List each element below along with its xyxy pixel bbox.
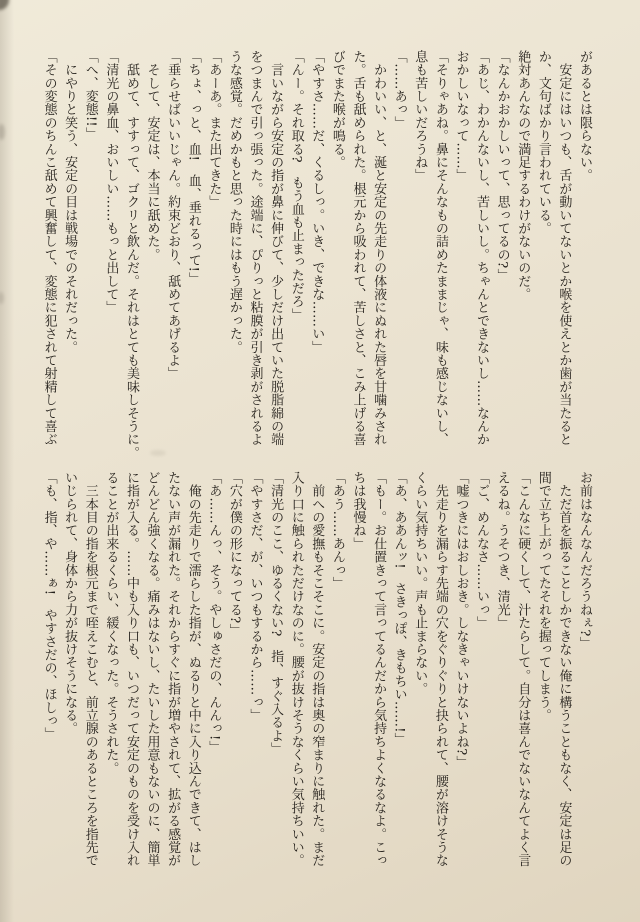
- text-line: か、文句ばかり言われている。: [535, 50, 551, 235]
- text-line: 絶対あんなので満足するわけがないのだ。: [515, 50, 531, 301]
- text-line: 先走りを漏らす先端の穴をぐりぐりと抉られて、腰が溶けそうな: [432, 471, 448, 867]
- text-line: かわいい、と、涎と安定の先走りの体液にぬれた唇を甘噛みされ: [371, 50, 387, 446]
- text-line: 俺の先走りで濡らした指が、ぬるりと中に入り込んできて、はし: [185, 471, 201, 867]
- text-line: 「あう……あんっ」: [329, 471, 345, 590]
- text-line: そして、安定は、本当に舐めた。: [144, 50, 160, 262]
- text-line: びでまた喉が鳴る。: [329, 50, 345, 169]
- text-line: 「ちょ、っと、血! 血、垂れるって!」: [185, 50, 201, 286]
- lower-text-block: [38, 471, 594, 881]
- text-line: 息も苦しいだろうね」: [412, 50, 428, 182]
- text-line: ちは我慢ね」: [350, 471, 366, 551]
- text-line: 三本目の指を根元まで咥えこむと、前立腺のあるところを指先で: [82, 471, 98, 867]
- text-line: ることが出来るくらい、緩くなった。そうされた。: [103, 471, 119, 775]
- text-line: 「へ、変態!!」: [82, 50, 98, 141]
- text-line: があるとは限らない。: [577, 50, 592, 182]
- text-line: 言いながら安定の指が鼻に伸びて、少しだけ出ていた脱脂綿の端: [268, 50, 284, 446]
- text-line: たない声が漏れた。それからすぐに指が増やされて、拡がる感覚が: [165, 471, 181, 867]
- text-line: にやりと笑う、安定の目は戦場でのそれだった。: [62, 50, 78, 354]
- text-line: 「その変態のちんこ舐めて興奮して、変態に犯されて射精して喜ぶ: [41, 50, 57, 446]
- upper-text-block: [38, 50, 594, 460]
- text-line: 「そりゃあね。鼻にそんなもの詰めたままじゃ、味も感じないし、: [432, 50, 448, 446]
- text-line: 間で立ち上がってたそれを握ってしまう。: [535, 471, 551, 722]
- text-line: 「やすさ……だ、くるしっ。いき、できな……い」: [309, 50, 325, 354]
- text-line: 入り口に触られただけなのに。腰が抜けそうなくらい気持ちいい。: [288, 471, 304, 867]
- text-line: 「あ、ああんッ! さきっぽ、きもちい……!」: [391, 471, 407, 746]
- text-line: をつまんで引っ張った。途端に、ぴりっと粘膜が引き剥がされるよ: [247, 50, 263, 446]
- text-line: うな感覚。だめかもと思った時にはもう遅かった。: [226, 50, 242, 354]
- text-line: 「あ……んっ、そう。やしゅさだの、んんっ!」: [206, 471, 222, 754]
- text-line: 「清光の鼻血、おいしい……もっと出して」: [103, 50, 119, 314]
- text-line: 「あじ、わかんないし、苦しいし。ちゃんとできないし……なんか: [474, 50, 490, 446]
- text-line: お前はなんなんだろうねぇ?」: [577, 471, 592, 650]
- text-line: 「あーあ。また出てきた」: [206, 50, 222, 209]
- text-line: 「もー。お仕置きって言ってるんだから気持ちよくなるなよ。こっ: [371, 471, 387, 867]
- text-line: 前への愛撫もそこそこに。安定の指は奥の窄まりに触れた。まだ: [309, 471, 325, 867]
- text-line: 安定にはいつも、舌が動いてないとか喉を使えとか歯が当たると: [556, 50, 572, 446]
- text-line: 「なんかおかしいって、思ってるの?」: [494, 50, 510, 282]
- text-line: いじられて、身体から力が抜けそうになる。: [62, 471, 78, 735]
- text-line: おかしいなって……」: [453, 50, 469, 182]
- text-line: 「垂らせばいいじゃん。約束どおり、舐めてあげるよ」: [165, 50, 181, 380]
- text-line: 「……あっ」: [391, 50, 407, 130]
- text-line: 舐めて、すすって、ゴクリと飲んだ。それはとても美味しそうに。: [123, 50, 139, 460]
- text-line: 「やすさだ、が、いつもするから……っ」: [247, 471, 263, 722]
- text-line: 「嘘つきにはおしおき。しなきゃいけないよね?」: [453, 471, 469, 769]
- text-line: えるね。うそつき、清光」: [494, 471, 510, 630]
- text-line: に指が入る。……中も入り口も、いつだって安定のものを受け入れ: [123, 471, 139, 867]
- text-line: くらい気持ちいい。声も止まらない。: [412, 471, 428, 696]
- text-line: 「んー。それ取る? もう血も止まっただろ」: [288, 50, 304, 322]
- text-line: 「清光のここ、ゆるくない? 指、すぐ入るよ」: [268, 471, 284, 756]
- text-line: どんどん強くなる。痛みはないし、たいした用意もないのに、簡単: [144, 471, 160, 867]
- text-line: ただ首を振ることしかできない俺に構うこともなく、安定は足の: [556, 471, 572, 867]
- text-line: 「穴が僕の形になってる?」: [226, 471, 242, 637]
- text-line: た。舌も舐められた。根元から吸われて、苦しさと、こみ上げる喜: [350, 50, 366, 446]
- text-line: 「こんなに硬くして、汁たらして。自分は喜んでないなんてよく言: [515, 471, 531, 867]
- text-line: 「も、指、や……ぁ! やすさだの、ほしっ」: [41, 471, 57, 741]
- text-line: 「ご、めんなさ……いっ」: [474, 471, 490, 630]
